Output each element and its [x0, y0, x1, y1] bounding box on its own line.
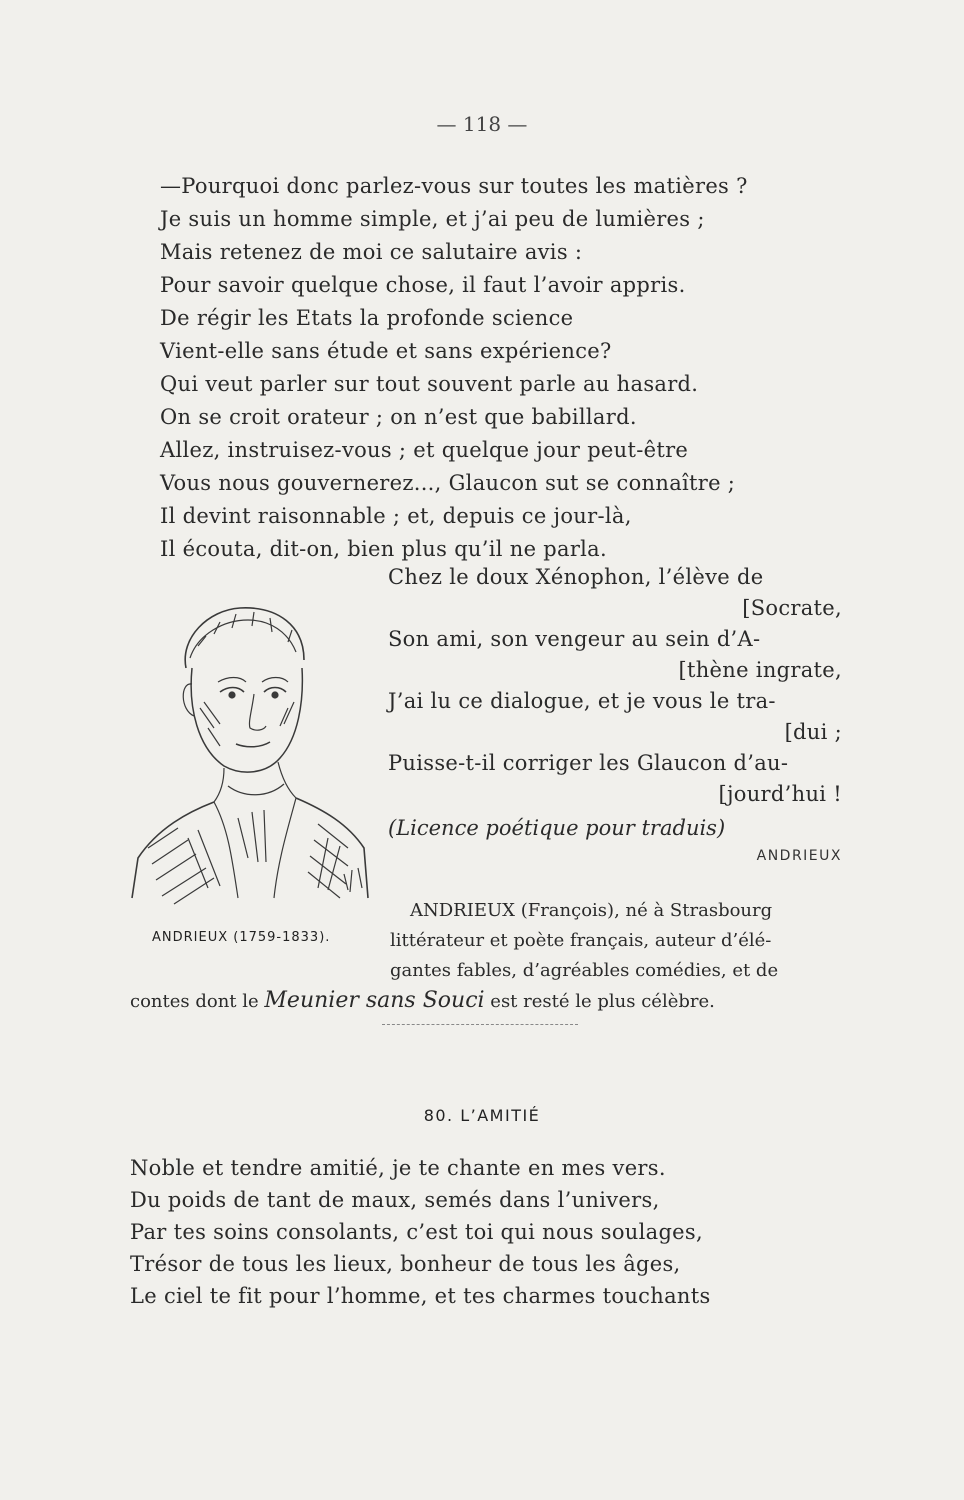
poem-line: Il devint raisonnable ; et, depuis ce jour-là, — [160, 504, 632, 528]
poem-line: Allez, instruisez-vous ; et quelque jour peut-être — [160, 438, 689, 462]
portrait-illustration — [128, 598, 380, 920]
bio-text: contes dont le — [130, 991, 259, 1012]
poem-line: Je suis un homme simple, et j’ai peu de lumières ; — [160, 207, 705, 231]
bio-line: littérateur et poète français, auteur d’élé- — [390, 930, 772, 951]
poem-line: Qui veut parler sur tout souvent parle au hasard. — [160, 372, 699, 396]
verse-continuation: [dui ; — [784, 720, 842, 744]
poem-line: Par tes soins consolants, c’est toi qui nous soulages, — [130, 1220, 703, 1244]
poem-line: Il écouta, dit-on, bien plus qu’il ne parla. — [160, 537, 607, 561]
poem-line: Noble et tendre amitié, je te chante en mes vers. — [130, 1156, 666, 1180]
bio-line — [130, 986, 842, 1017]
verse-line: J’ai lu ce dialogue, et je vous le tra- — [388, 689, 776, 713]
dedication-verses — [388, 562, 842, 864]
bio-line: ANDRIEUX (François), né à Strasbourg — [410, 900, 773, 921]
poem-line: On se croit orateur ; on n’est que babillard. — [160, 405, 637, 429]
verse-line: Son ami, son vengeur au sein d’A- — [388, 627, 761, 651]
section-heading: 80. L’AMITIÉ — [423, 1106, 541, 1125]
author-signature: ANDRIEUX — [756, 848, 842, 864]
poem-amitie — [130, 1152, 842, 1312]
portrait-caption: ANDRIEUX (1759-1833). — [152, 930, 331, 945]
portrait-andrieux-engraving — [128, 598, 380, 920]
poem-line: Pour savoir quelque chose, il faut l’avoir appris. — [160, 273, 686, 297]
bio-line: gantes fables, d’agréables comédies, et de — [390, 960, 779, 981]
author-biography — [130, 896, 842, 1017]
poem-line: De régir les Etats la profonde science — [160, 306, 574, 330]
poem-line: Du poids de tant de maux, semés dans l’univers, — [130, 1188, 660, 1212]
poem-line: Trésor de tous les lieux, bonheur de tous les âges, — [130, 1252, 681, 1276]
verse-line: Puisse-t-il corriger les Glaucon d’au- — [388, 751, 789, 775]
poem-line: Mais retenez de moi ce salutaire avis : — [160, 240, 583, 264]
poem-line: Le ciel te fit pour l’homme, et tes charmes touchants — [130, 1284, 711, 1308]
work-title: Meunier sans Souci — [264, 988, 485, 1013]
verse-line: Chez le doux Xénophon, l’élève de — [388, 565, 764, 589]
poem-glaucon — [160, 170, 840, 566]
source-note: (Licence poétique pour traduis) — [388, 816, 726, 840]
verse-continuation: [thène ingrate, — [678, 658, 842, 682]
poem-line: Vient-elle sans étude et sans expérience? — [160, 339, 612, 363]
verse-continuation: [Socrate, — [742, 596, 842, 620]
page-number: — 118 — — [436, 112, 528, 136]
verse-continuation: [jourd’hui ! — [718, 782, 842, 806]
bio-text: est resté le plus célèbre. — [490, 991, 715, 1012]
section-divider — [382, 1024, 578, 1025]
poem-line: —Pourquoi donc parlez-vous sur toutes les matières ? — [160, 174, 748, 198]
poem-line: Vous nous gouvernerez..., Glaucon sut se connaître ; — [160, 471, 736, 495]
